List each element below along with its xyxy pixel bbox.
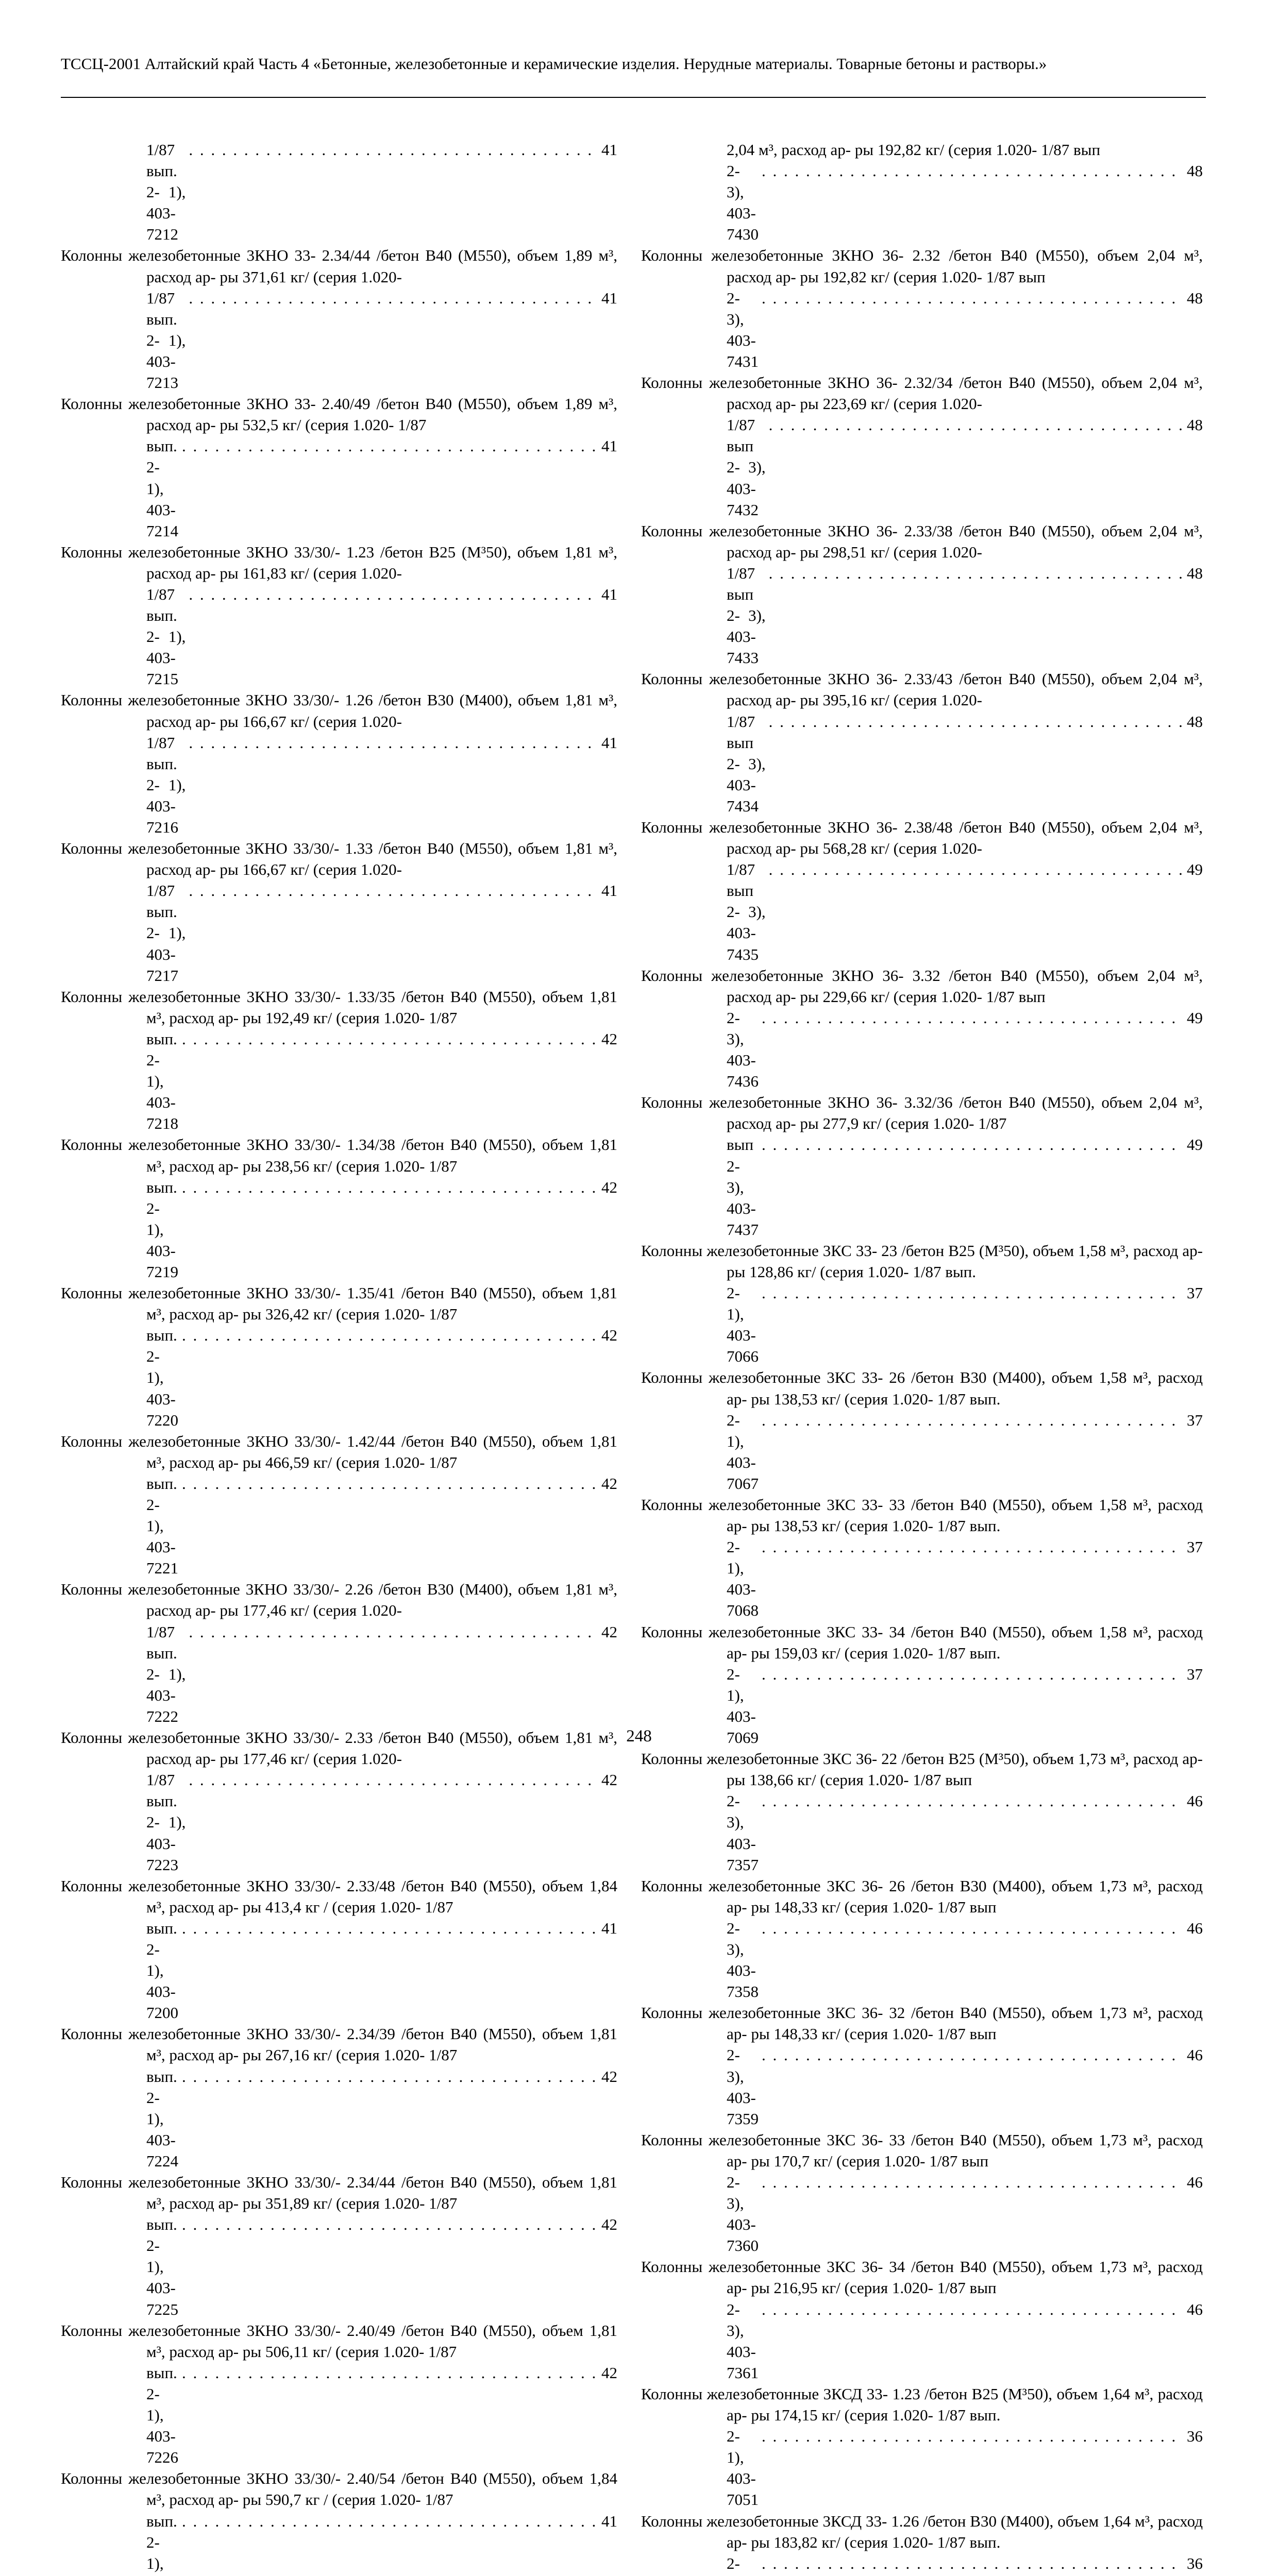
index-entry <box>641 2383 1203 2511</box>
entry-text: Колонны железобетонные 3КНО 33- 2.40/49 /бетон В40 (М550), объем 1,89 м³, расход ар- ры 532,5 кг/ (серия 1.020- 1/87 <box>61 395 617 434</box>
entry-page-number: 42 <box>601 1473 617 1494</box>
entry-page-number: 41 <box>601 732 617 753</box>
entry-page-number: 48 <box>1187 711 1203 732</box>
index-entry <box>61 393 617 541</box>
entry-reference: вып. 2- 1), <box>146 2511 179 2576</box>
entry-reference: вып. 2- 1), 403- 7200 <box>146 1918 179 2023</box>
dot-leader <box>762 2553 1184 2574</box>
entry-page-number: 46 <box>1187 2299 1203 2320</box>
entry-page-number: 41 <box>601 287 617 309</box>
entry-page-number: 48 <box>1187 563 1203 584</box>
entry-reference: 2- 3), 403- 7361 <box>727 2299 759 2383</box>
entry-reference: 2- 1), 403- 7069 <box>727 1664 759 1748</box>
entry-reference: 2- 1), 403- 7067 <box>727 1410 759 1494</box>
entry-reference: 2- 3), 403- 7359 <box>727 2044 759 2129</box>
entry-text: Колонны железобетонные 3КНО 33/30/- 2.26 /бетон В30 (М400), объем 1,81 м³, расход ар- ры 177,46 кг/ (серия 1.020- <box>61 1580 617 1619</box>
entry-page-number: 41 <box>601 139 617 160</box>
entry-page-number: 49 <box>1187 1007 1203 1028</box>
entry-reference: вып. 2- 1), 403- 7218 <box>146 1028 179 1134</box>
entry-page-number: 41 <box>601 435 617 456</box>
entry-reference: 1/87 вып. 2- 1), 403- 7217 <box>146 880 186 986</box>
entry-reference: вып. 2- 1), 403- 7224 <box>146 2066 179 2172</box>
index-entry <box>61 986 617 1134</box>
entry-reference: 1/87 вып 2- 3), 403- 7435 <box>727 859 766 964</box>
entry-page-number: 46 <box>1187 2044 1203 2065</box>
dot-leader <box>189 287 598 309</box>
entry-reference-line <box>727 1790 1203 1875</box>
index-entry <box>641 1367 1203 1494</box>
dot-leader <box>189 139 598 160</box>
entry-text: Колонны железобетонные 3КНО 33/30/- 1.35/41 /бетон В40 (М550), объем 1,81 м³, расход ар- ры 326,42 кг/ (серия 1.020- 1/87 <box>61 1284 617 1323</box>
entry-text: Колонны железобетонные 3КС 36- 26 /бетон В30 (М400), объем 1,73 м³, расход ар- ры 148,33 кг/ (серия 1.020- 1/87 вып <box>641 1877 1203 1916</box>
entry-page-number: 48 <box>1187 414 1203 435</box>
entry-text: Колонны железобетонные 3КС 33- 33 /бетон В40 (М550), объем 1,58 м³, расход ар- ры 138,53 кг/ (серия 1.020- 1/87 вып. <box>641 1496 1203 1535</box>
entry-reference-line <box>146 2511 617 2576</box>
index-entry <box>641 372 1203 520</box>
index-column-right <box>641 139 1203 2576</box>
entry-text: Колонны железобетонные 3КНО 33/30/- 1.26 /бетон В30 (М400), объем 1,81 м³, расход ар- ры 166,67 кг/ (серия 1.020- <box>61 691 617 730</box>
dot-leader <box>182 1177 598 1198</box>
index-entry <box>641 1875 1203 2003</box>
entry-text: Колонны железобетонные 3КНО 33/30/- 2.33/48 /бетон В40 (М550), объем 1,84 м³, расход ар- ры 413,4 кг / (серия 1.020- 1/87 <box>61 1877 617 1916</box>
entry-reference-line <box>146 584 617 689</box>
entry-page-number: 36 <box>1187 2553 1203 2574</box>
entry-page-number: 46 <box>1187 1918 1203 1939</box>
entry-text: Колонны железобетонные 3КНО 33/30/- 1.34/38 /бетон В40 (М550), объем 1,81 м³, расход ар- ры 238,56 кг/ (серия 1.020- 1/87 <box>61 1136 617 1175</box>
dot-leader <box>182 1028 598 1049</box>
entry-reference: 2- 3), 403- 7360 <box>727 2172 759 2256</box>
entry-reference-line <box>146 880 617 986</box>
entry-text: Колонны железобетонные 3КНО 33/30/- 2.34/39 /бетон В40 (М550), объем 1,81 м³, расход ар- ры 267,16 кг/ (серия 1.020- 1/87 <box>61 2025 617 2064</box>
index-entry <box>61 838 617 986</box>
index-entry <box>641 2256 1203 2383</box>
dot-leader <box>762 1790 1184 1811</box>
entry-text: Колонны железобетонные 3КНО 33/30/- 2.34/44 /бетон В40 (М550), объем 1,81 м³, расход ар- ры 351,89 кг/ (серия 1.020- 1/87 <box>61 2173 617 2212</box>
entry-page-number: 37 <box>1187 1536 1203 1557</box>
entry-page-number: 42 <box>601 1621 617 1642</box>
entry-reference-line <box>727 1282 1203 1367</box>
dot-leader <box>769 414 1184 435</box>
index-entry <box>61 1875 617 2024</box>
entry-reference: 2- 3), 403- 7431 <box>727 287 759 372</box>
page-header: ТССЦ-2001 Алтайский край Часть 4 «Бетонные, железобетонные и керамические изделия. Нерудные материалы. Товарные бетоны и растворы.» <box>61 54 1205 74</box>
entry-reference: 2- 3), 403- 7357 <box>727 1790 759 1875</box>
dot-leader <box>182 2362 598 2383</box>
entry-reference-line <box>146 1177 617 1282</box>
entry-text: Колонны железобетонные 3КНО 33- 2.34/44 /бетон В40 (М550), объем 1,89 м³, расход ар- ры 371,61 кг/ (серия 1.020- <box>61 246 617 285</box>
entry-text: Колонны железобетонные 3КС 36- 32 /бетон В40 (М550), объем 1,73 м³, расход ар- ры 148,33 кг/ (серия 1.020- 1/87 вып <box>641 2004 1203 2043</box>
entry-text: Колонны железобетонные 3КС 33- 23 /бетон В25 (М³50), объем 1,58 м³, расход ар- ры 128,86 кг/ (серия 1.020- 1/87 вып. <box>641 1242 1203 1281</box>
dot-leader <box>189 1621 598 1642</box>
index-entry <box>61 1579 617 1727</box>
entry-page-number: 41 <box>601 1918 617 1939</box>
dot-leader <box>182 2511 598 2532</box>
index-entry <box>641 1494 1203 1621</box>
index-entry <box>641 520 1203 669</box>
entry-reference-line <box>727 1410 1203 1494</box>
entry-reference-line <box>146 1769 617 1875</box>
dot-leader <box>762 1410 1184 1431</box>
entry-reference-line <box>146 1028 617 1134</box>
entry-reference: вып. 2- 1), 403- 7226 <box>146 2362 179 2468</box>
entry-text: Колонны железобетонные 3КСД 33- 1.26 /бетон В30 (М400), объем 1,64 м³, расход ар- ры 183,82 кг/ (серия 1.020- 1/87 вып. <box>641 2512 1203 2551</box>
index-entry <box>641 2511 1203 2576</box>
index-entry <box>61 541 617 690</box>
entry-reference-line <box>146 732 617 838</box>
index-column-left <box>61 139 617 2576</box>
dot-leader <box>762 1536 1184 1557</box>
index-entry <box>61 1727 617 1875</box>
entry-reference: 1/87 вып. 2- 1), 403- 7223 <box>146 1769 186 1875</box>
entry-reference-line <box>727 1007 1203 1092</box>
entry-text: Колонны железобетонные 3КС 36- 34 /бетон В40 (М550), объем 1,73 м³, расход ар- ры 216,95 кг/ (серия 1.020- 1/87 вып <box>641 2258 1203 2297</box>
entry-reference: 1/87 вып. 2- 1), 403- 7212 <box>146 139 186 245</box>
entry-reference: 2- 3), 403- 7358 <box>727 1918 759 2002</box>
entry-page-number: 48 <box>1187 160 1203 181</box>
entry-reference-line <box>727 1536 1203 1621</box>
entry-text: Колонны железобетонные 3КНО 36- 3.32 /бетон В40 (М550), объем 2,04 м³, расход ар- ры 229,66 кг/ (серия 1.020- 1/87 вып <box>641 967 1203 1006</box>
dot-leader <box>182 1918 598 1939</box>
entry-text: Колонны железобетонные 3КНО 36- 2.33/38 /бетон В40 (М550), объем 2,04 м³, расход ар- ры 298,51 кг/ (серия 1.020- <box>641 522 1203 561</box>
entry-reference: вып. 2- 1), 403- 7214 <box>146 435 179 541</box>
entry-page-number: 46 <box>1187 1790 1203 1811</box>
entry-page-number: 49 <box>1187 1134 1203 1155</box>
entry-reference-line <box>146 1621 617 1727</box>
entry-reference: 1/87 вып. 2- 1), 403- 7222 <box>146 1621 186 1727</box>
index-entry <box>641 965 1203 1092</box>
dot-leader <box>769 711 1184 732</box>
index-entry <box>61 2468 617 2576</box>
index-entry <box>641 139 1203 245</box>
dot-leader <box>762 1134 1184 1155</box>
dot-leader <box>762 2044 1184 2065</box>
entry-text: Колонны железобетонные 3КС 33- 34 /бетон В40 (М550), объем 1,58 м³, расход ар- ры 159,03 кг/ (серия 1.020- 1/87 вып. <box>641 1623 1203 1662</box>
entry-reference-line <box>727 160 1203 245</box>
index-entry <box>61 689 617 838</box>
index-entry <box>61 245 617 393</box>
entry-reference-line <box>146 1473 617 1579</box>
entry-reference: вып. 2- 1), 403- 7225 <box>146 2214 179 2319</box>
index-entry <box>641 1240 1203 1367</box>
entry-text: Колонны железобетонные 3КНО 36- 2.32/34 /бетон В40 (М550), объем 2,04 м³, расход ар- ры 223,69 кг/ (серия 1.020- <box>641 374 1203 413</box>
dot-leader <box>189 1769 598 1790</box>
index-entry <box>641 817 1203 965</box>
entry-page-number: 41 <box>601 584 617 605</box>
entry-reference: 1/87 вып 2- 3), 403- 7434 <box>727 711 766 817</box>
index-entry <box>61 2320 617 2468</box>
dot-leader <box>769 859 1184 880</box>
entry-text: Колонны железобетонные 3КНО 33/30/- 2.33 /бетон В40 (М550), объем 1,81 м³, расход ар- ры 177,46 кг/ (серия 1.020- <box>61 1728 617 1768</box>
entry-text: Колонны железобетонные 3КНО 36- 3.32/36 /бетон В40 (М550), объем 2,04 м³, расход ар- ры 277,9 кг/ (серия 1.020- 1/87 <box>641 1093 1203 1132</box>
entry-reference-line <box>146 287 617 393</box>
dot-leader <box>189 732 598 753</box>
entry-text: 2,04 м³, расход ар- ры 192,82 кг/ (серия 1.020- 1/87 вып <box>727 141 1100 159</box>
entry-page-number: 42 <box>601 1177 617 1198</box>
dot-leader <box>769 563 1184 584</box>
entry-text: Колонны железобетонные 3КСД 33- 1.23 /бетон В25 (М³50), объем 1,64 м³, расход ар- ры 174,15 кг/ (серия 1.020- 1/87 вып. <box>641 2385 1203 2424</box>
dot-leader <box>182 1325 598 1346</box>
entry-page-number: 41 <box>601 2511 617 2532</box>
entry-text: Колонны железобетонные 3КНО 33/30/- 1.33 /бетон В40 (М550), объем 1,81 м³, расход ар- ры 166,67 кг/ (серия 1.020- <box>61 839 617 878</box>
entry-reference: 1/87 вып 2- 3), 403- 7432 <box>727 414 766 520</box>
entry-page-number: 42 <box>601 2214 617 2235</box>
dot-leader <box>762 2426 1184 2447</box>
entry-reference: вып. 2- 1), 403- 7219 <box>146 1177 179 1282</box>
entry-reference-line <box>727 287 1203 372</box>
entry-reference-line <box>146 2066 617 2172</box>
entry-reference: 2- 1), 403- 7068 <box>727 1536 759 1621</box>
index-entry <box>61 2172 617 2320</box>
entry-page-number: 36 <box>1187 2426 1203 2447</box>
dot-leader <box>762 1007 1184 1028</box>
dot-leader <box>762 2172 1184 2193</box>
entry-reference-line <box>146 435 617 541</box>
index-entry <box>61 2023 617 2172</box>
index-entry <box>641 1748 1203 1875</box>
entry-text: Колонны железобетонные 3КНО 36- 2.38/48 /бетон В40 (М550), объем 2,04 м³, расход ар- ры 568,28 кг/ (серия 1.020- <box>641 818 1203 857</box>
entry-reference-line <box>146 139 617 245</box>
entry-reference-line <box>727 2044 1203 2129</box>
entry-page-number: 46 <box>1187 2172 1203 2193</box>
entry-reference: вып 2- 3), 403- 7437 <box>727 1134 759 1240</box>
dot-leader <box>762 287 1184 309</box>
dot-leader <box>182 1473 598 1494</box>
dot-leader <box>762 2299 1184 2320</box>
index-entry <box>641 668 1203 817</box>
entry-reference: 2- 3), 403- 7436 <box>727 1007 759 1092</box>
entry-text: Колонны железобетонные 3КНО 33/30/- 1.23 /бетон В25 (М³50), объем 1,81 м³, расход ар- ры 161,83 кг/ (серия 1.020- <box>61 543 617 582</box>
entry-page-number: 42 <box>601 2362 617 2383</box>
entry-text: Колонны железобетонные 3КС 36- 22 /бетон В25 (М³50), объем 1,73 м³, расход ар- ры 138,66 кг/ (серия 1.020- 1/87 вып <box>641 1750 1203 1789</box>
entry-page-number: 37 <box>1187 1410 1203 1431</box>
entry-text: Колонны железобетонные 3КНО 36- 2.33/43 /бетон В40 (М550), объем 2,04 м³, расход ар- ры 395,16 кг/ (серия 1.020- <box>641 670 1203 709</box>
entry-reference: 2- 3), 403- 7430 <box>727 160 759 245</box>
entry-reference-line <box>727 1134 1203 1240</box>
dot-leader <box>189 880 598 901</box>
entry-reference-line <box>727 563 1203 668</box>
dot-leader <box>762 1918 1184 1939</box>
entry-page-number: 42 <box>601 1769 617 1790</box>
entry-reference: вып. 2- 1), 403- 7220 <box>146 1325 179 1430</box>
entry-text: Колонны железобетонные 3КС 36- 33 /бетон В40 (М550), объем 1,73 м³, расход ар- ры 170,7 кг/ (серия 1.020- 1/87 вып <box>641 2131 1203 2170</box>
entry-reference-line <box>727 1918 1203 2002</box>
entry-reference-line <box>727 2426 1203 2510</box>
header-rule <box>61 97 1206 98</box>
entry-reference-line <box>146 1918 617 2023</box>
entry-reference: 1/87 вып. 2- 1), 403- 7213 <box>146 287 186 393</box>
entry-reference-line <box>146 2362 617 2468</box>
index-entry <box>61 1282 617 1431</box>
entry-reference-line <box>727 2172 1203 2256</box>
entry-reference: 1/87 вып. 2- 1), 403- 7216 <box>146 732 186 838</box>
entry-reference: 1/87 вып 2- 3), 403- 7433 <box>727 563 766 668</box>
entry-reference-line <box>727 2299 1203 2383</box>
dot-leader <box>762 1664 1184 1685</box>
entry-page-number: 48 <box>1187 287 1203 309</box>
entry-reference: 2- 1), 403- 7051 <box>727 2426 759 2510</box>
dot-leader <box>182 2214 598 2235</box>
entry-page-number: 42 <box>601 2066 617 2087</box>
entry-page-number: 41 <box>601 880 617 901</box>
index-entry <box>641 2129 1203 2257</box>
entry-page-number: 37 <box>1187 1282 1203 1303</box>
index-entry <box>641 1092 1203 1240</box>
entry-reference-line <box>727 859 1203 964</box>
dot-leader <box>762 160 1184 181</box>
index-entry <box>641 245 1203 372</box>
entry-reference-line <box>727 414 1203 520</box>
index-entry <box>61 1431 617 1579</box>
index-entry <box>641 2002 1203 2129</box>
page-number: 248 <box>0 1727 1278 1746</box>
entry-page-number: 37 <box>1187 1664 1203 1685</box>
entry-reference: 1/87 вып. 2- 1), 403- 7215 <box>146 584 186 689</box>
entry-reference: вып. 2- 1), 403- 7221 <box>146 1473 179 1579</box>
dot-leader <box>182 435 598 456</box>
index-entry <box>61 139 617 245</box>
entry-page-number: 49 <box>1187 859 1203 880</box>
index-entry <box>61 1134 617 1282</box>
entry-text: Колонны железобетонные 3КНО 33/30/- 1.42/44 /бетон В40 (М550), объем 1,81 м³, расход ар- ры 466,59 кг/ (серия 1.020- 1/87 <box>61 1432 617 1471</box>
entry-text: Колонны железобетонные 3КНО 33/30/- 2.40/54 /бетон В40 (М550), объем 1,84 м³, расход ар- ры 590,7 кг / (серия 1.020- 1/87 <box>61 2469 617 2509</box>
dot-leader <box>762 1282 1184 1303</box>
entry-reference: 2- 1), 403- 7066 <box>727 1282 759 1367</box>
dot-leader <box>189 584 598 605</box>
entry-reference-line <box>727 711 1203 817</box>
entry-text: Колонны железобетонные 3КНО 33/30/- 2.40/49 /бетон В40 (М550), объем 1,81 м³, расход ар- ры 506,11 кг/ (серия 1.020- 1/87 <box>61 2321 617 2361</box>
entry-text: Колонны железобетонные 3КНО 36- 2.32 /бетон В40 (М550), объем 2,04 м³, расход ар- ры 192,82 кг/ (серия 1.020- 1/87 вып <box>641 246 1203 285</box>
entry-reference-line <box>146 2214 617 2319</box>
entry-text: Колонны железобетонные 3КНО 33/30/- 1.33/35 /бетон В40 (М550), объем 1,81 м³, расход ар- ры 192,49 кг/ (серия 1.020- 1/87 <box>61 988 617 1027</box>
dot-leader <box>182 2066 598 2087</box>
entry-page-number: 42 <box>601 1325 617 1346</box>
entry-text: Колонны железобетонные 3КС 33- 26 /бетон В30 (М400), объем 1,58 м³, расход ар- ры 138,53 кг/ (серия 1.020- 1/87 вып. <box>641 1368 1203 1408</box>
entry-reference: 2- <box>727 2553 759 2576</box>
entry-page-number: 42 <box>601 1028 617 1049</box>
entry-reference-line <box>727 2553 1203 2576</box>
entry-reference-line <box>146 1325 617 1430</box>
